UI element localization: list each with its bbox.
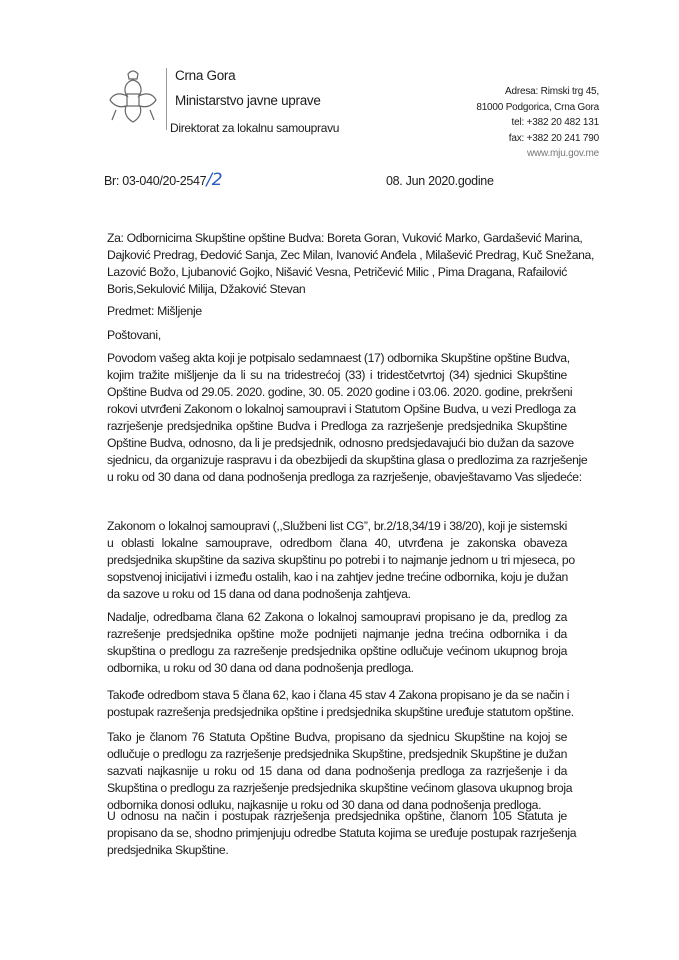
paragraph-line: sazvati najkasnije u roku od 15 dana od dana podnošenja predloga za razrješenje i da <box>107 764 567 778</box>
paragraph-line: Skupština o predlogu za razrješenje predsjednika skupštine većinom glasova ukupnog broja <box>107 781 573 795</box>
paragraph-line: Zakonom o lokalnoj samoupravi (,,Službeni list CG”, br.2/18,34/19 i 38/20), koji je sistemski <box>107 519 567 533</box>
paragraph-line: odbornika donosi odluku, najkasnije u roku od 30 dana od dana podnošenja predloga. <box>107 798 542 812</box>
subject: Predmet: Mišljenje <box>107 304 202 318</box>
recipients-line: Lazović Božo, Ljubanović Gojko, Nišavić Vesna, Petričević Milic , Pima Dragana, Rafailović <box>107 265 567 279</box>
reference-number <box>104 170 222 190</box>
handwritten-suffix: /2 <box>206 170 223 190</box>
paragraph-line: da sazove u roku od 15 dana od dana podnošenja zahtjeva. <box>107 587 411 601</box>
paragraph-line: u roku od 30 dana od dana podnošenja predloga za razrješenje, obavještavamo Vas sljedeće: <box>107 470 582 484</box>
paragraph-line: postupak razrešenja predsjednika opštine i predsjednika skupštine uređuje statutom opštine. <box>107 705 574 719</box>
paragraph-line: razrješenje predsjednika opštine Budva i Predloga za razrješenje predsjednika Skupštine <box>107 419 567 433</box>
paragraph-line: Opštine Budva, odnosno, da li je predsjednik, odnosno predsjedavajući bio dužan da sazove <box>107 436 574 450</box>
fax: fax: +382 20 241 790 <box>508 132 599 144</box>
recipients <box>107 230 595 298</box>
address-line: 81000 Podgorica, Crna Gora <box>476 101 599 113</box>
recipients-line: Za: Odbornicima Skupštine opštine Budva: Boreta Goran, Vuković Marko, Gardašević Marina, <box>107 231 583 245</box>
recipients-line: Dajković Predrag, Đedović Sanja, Zec Milan, Ivanović Anđela , Milašević Predrag, Kuč Snežana, <box>107 248 595 262</box>
coat-of-arms-logo <box>108 66 158 126</box>
paragraph-line: Nadalje, odredbama člana 62 Zakona o lokalnoj samoupravi propisano je da, predlog za <box>107 610 567 624</box>
body-paragraph <box>107 808 577 859</box>
salutation: Poštovani, <box>107 328 161 342</box>
header-divider <box>166 68 167 130</box>
phone: tel: +382 20 482 131 <box>511 117 599 128</box>
website-link[interactable]: www.mju.gov.me <box>526 148 599 159</box>
ministry-name: Ministarstvo javne uprave <box>175 93 321 108</box>
paragraph-line: U odnosu na način i postupak razrješenja predsjednika opštine, članom 105 Statuta je <box>107 809 567 823</box>
paragraph-line: predsjednika Skupštine. <box>107 843 229 857</box>
body-paragraph <box>107 687 574 721</box>
body-paragraph <box>107 609 567 677</box>
paragraph-line: Opštine Budva od 29.05. 2020. godine, 30. 05. 2020 godine i 03.06. 2020. godine, prekršeni <box>107 385 573 399</box>
directorate-name: Direktorat za lokalnu samoupravu <box>170 121 340 135</box>
paragraph-line: Povodom vašeg akta koji je potpisalo sedamnaest (17) odbornika Skupštine opštine Budva, <box>107 351 570 365</box>
recipients-line: Boris,Sekulović Milija, Džaković Stevan <box>107 282 306 296</box>
contact-block <box>476 84 599 162</box>
paragraph-line: razrešenje predsjednika opštine može podnijeti najmanje jedna trećina odbornika i da <box>107 627 567 641</box>
paragraph-line: sjednicu, da organizuje raspravu i da obezbijedi da skupština glasa o predlozima za razrješenje <box>107 453 588 467</box>
country-name: Crna Gora <box>175 68 236 83</box>
body-paragraph <box>107 350 588 486</box>
document-date: 08. Jun 2020.godine <box>386 174 494 188</box>
paragraph-line: Tako je članom 76 Statuta Opštine Budva, propisano da sjednicu Skupštine na kojoj se <box>107 730 567 744</box>
paragraph-line: rokovi utvrđeni Zakonom o lokalnoj samoupravi i Statutom Opšine Budva, u vezi Predloga za <box>107 402 576 416</box>
paragraph-line: odlučuje o predlogu za razrješenje predsjednika Skupštine, predsjednik Skupštine je dužan <box>107 747 567 761</box>
paragraph-line: sopstvenoj inicijativi i između ostalih, kao i na zahtjev jedne trećine odbornika, koju je dužan <box>107 570 568 584</box>
paragraph-line: u oblasti lokalne samouprave, odredbom člana 40, utvrđena je zakonska obaveza <box>107 536 567 550</box>
body-paragraph <box>107 518 575 603</box>
paragraph-line: propisano da se, shodno primjenjuju odredbe Statuta kojima se uređuje postupak razrješenja <box>107 826 577 840</box>
address-line: Adresa: Rimski trg 45, <box>505 86 599 97</box>
paragraph-line: odbornika, u roku od 30 dana od dana podnošenja predloga. <box>107 661 414 675</box>
paragraph-line: Takođe odredbom stava 5 člana 62, kao i člana 45 stav 4 Zakona propisano je da se način i <box>107 688 570 702</box>
body-paragraph <box>107 729 573 814</box>
paragraph-line: predsjednika skupštine da saziva skupštinu po potrebi i to najmanje jednom u tri mjeseca, po <box>107 553 575 567</box>
paragraph-line: skupština o predlogu za razrešenje predsjednika opštine odlučuje većinom ukupnog broja <box>107 644 567 658</box>
paragraph-line: kojim tražite mišljenje da li su na tridestrećoj (33) i tridestčetvrtoj (34) sjednici Skupštine <box>107 368 567 382</box>
reference-number-text: Br: 03-040/20-2547 <box>104 174 207 188</box>
